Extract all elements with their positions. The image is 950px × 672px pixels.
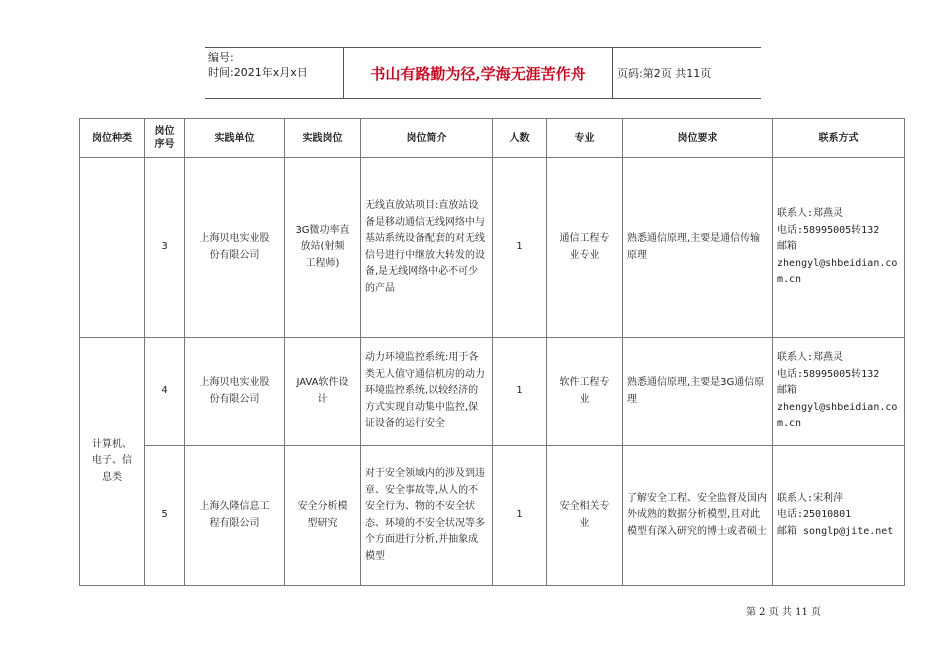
- document-number-label: 编号:: [208, 51, 234, 64]
- row-number: 4: [145, 338, 185, 446]
- col-header-major: 专业: [547, 119, 623, 158]
- row-count: 1: [493, 158, 547, 338]
- row-major: 通信工程专 业专业: [547, 158, 623, 338]
- header-motto-cell: [343, 48, 613, 98]
- row-requirement: 熟悉通信原理,主要是3G通信原理: [623, 338, 773, 446]
- row-contact: 联系人:郑燕灵 电话:58995005转132 邮箱 zhengyl@shbeidian.com.cn: [773, 158, 905, 338]
- header-meta: [208, 50, 308, 80]
- row-position: 3G微功率直 放站(射频 工程师): [285, 158, 361, 338]
- header-page-label: 页码:第2页 共11页: [617, 67, 712, 80]
- row-major: 软件工程专 业: [547, 338, 623, 446]
- col-header-contact: 联系方式: [773, 119, 905, 158]
- row-position: 安全分析模 型研究: [285, 446, 361, 586]
- row-unit: 上海贝电实业股 份有限公司: [185, 158, 285, 338]
- row-count: 1: [493, 338, 547, 446]
- internship-positions-table: [79, 118, 905, 586]
- row-contact: 联系人:郑燕灵 电话:58995005转132 邮箱 zhengyl@shbeidian.com.cn: [773, 338, 905, 446]
- table-row: [80, 158, 905, 338]
- page-footer: 第 2 页 共 11 页: [746, 607, 821, 618]
- row-intro: 无线直放站项目:直放站设备是移动通信无线网络中与基站系统设备配套的对无线信号进行中继放大转发的设备,是无线网络中必不可少的产品: [361, 158, 493, 338]
- row-count: 1: [493, 446, 547, 586]
- row-number: 5: [145, 446, 185, 586]
- row-major: 安全相关专 业: [547, 446, 623, 586]
- row-unit: 上海久隆信息工 程有限公司: [185, 446, 285, 586]
- table-header-row: [80, 119, 905, 158]
- page-header: [205, 47, 761, 99]
- col-header-number: 岗位 序号: [145, 119, 185, 158]
- col-header-requirement: 岗位要求: [623, 119, 773, 158]
- row-position: JAVA软件设 计: [285, 338, 361, 446]
- document-time-label: 时间:2021年x月x日: [208, 66, 308, 79]
- col-header-category: 岗位种类: [80, 119, 145, 158]
- row-requirement: 熟悉通信原理,主要是通信传输原理: [623, 158, 773, 338]
- table-row: [80, 446, 905, 586]
- row-intro: 动力环境监控系统:用于各类无人值守通信机房的动力环境监控系统,以较经济的方式实现自动集中监控,保证设备的运行安全: [361, 338, 493, 446]
- col-header-intro: 岗位简介: [361, 119, 493, 158]
- category-cell: 计算机、 电子、信 息类: [80, 338, 145, 586]
- col-header-count: 人数: [493, 119, 547, 158]
- col-header-position: 实践岗位: [285, 119, 361, 158]
- row-contact: 联系人:宋利萍 电话:25010801 邮箱 songlp@jite.net: [773, 446, 905, 586]
- row-intro: 对于安全领域内的涉及到违章、安全事故等,从人的不安全行为、物的不安全状态、环境的不安全状况等多个方面进行分析,并抽象成模型: [361, 446, 493, 586]
- row-unit: 上海贝电实业股 份有限公司: [185, 338, 285, 446]
- table-row: [80, 338, 905, 446]
- category-cell-empty: [80, 158, 145, 338]
- row-requirement: 了解安全工程、安全监督及国内外成熟的数据分析模型,且对此模型有深入研究的博士或者硕士: [623, 446, 773, 586]
- col-header-unit: 实践单位: [185, 119, 285, 158]
- header-motto: 书山有路勤为径,学海无涯苦作舟: [370, 64, 586, 83]
- row-number: 3: [145, 158, 185, 338]
